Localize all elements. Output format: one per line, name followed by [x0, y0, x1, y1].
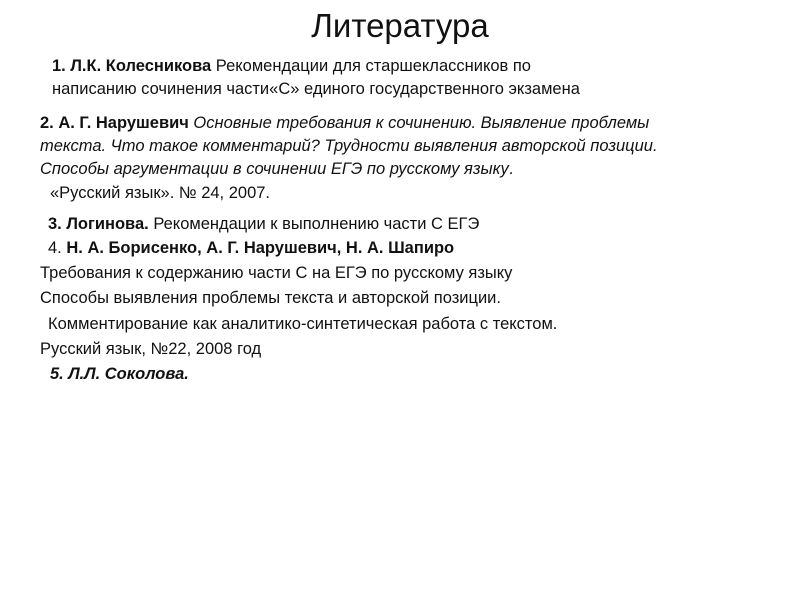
ref-1-line-1 — [52, 55, 531, 77]
ref-2-title-part-1: Основные требования к сочинению. Выявление проблемы — [188, 114, 650, 132]
ref-2-title-part-3: Способы аргументации в сочинении ЕГЭ по русскому языку — [40, 160, 509, 178]
ref-3-line — [48, 213, 479, 235]
ref-2-author: 2. А. Г. Нарушевич — [40, 114, 189, 132]
ref-2-title-end: . — [508, 160, 514, 178]
ref-1-author: 1. Л.К. Колесникова — [52, 57, 212, 75]
ref-1-title-part-1: Рекомендации для старшеклассников по — [211, 57, 531, 75]
ref-2-source: «Русский язык». № 24, 2007. — [50, 184, 271, 202]
ref-1-line-2: написанию сочинения части«С» единого государственного экзамена — [52, 80, 580, 98]
ref-4-line-2: Требования к содержанию части С на ЕГЭ по русскому языку — [40, 264, 513, 282]
ref-2-line-3 — [40, 158, 513, 180]
ref-4-number: 4. — [48, 239, 67, 257]
ref-2-line-2: текста. Что такое комментарий? Трудности выявления авторской позиции. — [40, 137, 658, 155]
ref-5-line: 5. Л.Л. Соколова. — [50, 365, 189, 383]
ref-4-line-4: Комментирование как аналитико-синтетическая работа с текстом. — [48, 315, 558, 333]
ref-3-title: Рекомендации к выполнению части С ЕГЭ — [148, 215, 480, 233]
ref-4-line-3: Способы выявления проблемы текста и авторской позиции. — [40, 289, 501, 307]
ref-4-source: Русский язык, №22, 2008 год — [40, 340, 262, 358]
slide-title: Литература — [311, 7, 489, 44]
ref-4-authors: Н. А. Борисенко, А. Г. Нарушевич, Н. А. Шапиро — [66, 239, 455, 257]
ref-2-line-1 — [40, 112, 649, 134]
ref-3-author: 3. Логинова. — [48, 215, 149, 233]
ref-4-line-1 — [48, 237, 454, 259]
